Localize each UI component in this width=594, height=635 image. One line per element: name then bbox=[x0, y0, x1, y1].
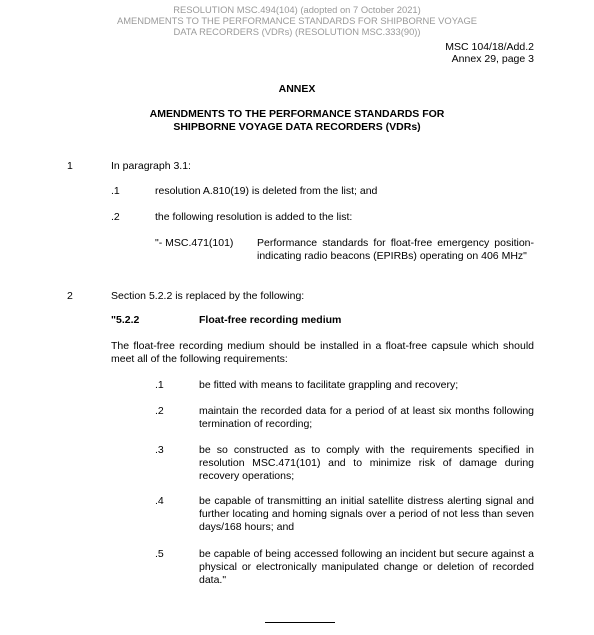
list-item-text: be capable of transmitting an initial satellite distress alerting signal and further locating and homing signals over a period of not less than seven days/168 hours; and bbox=[199, 495, 534, 533]
running-header-line-3: DATA RECORDERS (VDRs) (RESOLUTION MSC.333(90)) bbox=[173, 26, 421, 37]
list-item-number: .2 bbox=[155, 405, 164, 417]
quoted-resolution-ref: "- MSC.471(101) bbox=[155, 237, 234, 249]
footer-rule bbox=[265, 622, 335, 623]
list-item-number: .1 bbox=[155, 379, 164, 391]
list-item-text: maintain the recorded data for a period of at least six months following termination of recording; bbox=[199, 405, 534, 430]
list-item-text: be capable of being accessed following an incident but secure against a physical or electronically manipulated change or deletion of recorded data." bbox=[199, 548, 534, 586]
quoted-resolution-text: Performance standards for float-free emergency position-indicating radio beacons (EPIRBs) operating on 406 MHz" bbox=[257, 237, 534, 262]
list-item-text: resolution A.810(19) is deleted from the list; and bbox=[155, 185, 378, 197]
list-item-number: .4 bbox=[155, 495, 164, 507]
annex-title: ANNEX bbox=[278, 83, 316, 95]
list-item-number: .5 bbox=[155, 548, 164, 560]
document-title-line-1: AMENDMENTS TO THE PERFORMANCE STANDARDS FOR bbox=[149, 108, 445, 120]
section-number: 1 bbox=[67, 160, 73, 172]
list-item-number: .3 bbox=[155, 444, 164, 456]
list-item-text: be so constructed as to comply with the requirements specified in resolution MSC.471(101) and to minimize risk of damage during recovery operations; bbox=[199, 444, 534, 482]
section-number: 2 bbox=[67, 290, 73, 302]
list-item-text: the following resolution is added to the list: bbox=[155, 211, 353, 223]
document-title-line-2: SHIPBORNE VOYAGE DATA RECORDERS (VDRs) bbox=[173, 121, 421, 133]
page-reference: Annex 29, page 3 bbox=[451, 53, 534, 65]
section-text: In paragraph 3.1: bbox=[111, 160, 191, 172]
list-item-number: .2 bbox=[111, 211, 120, 223]
running-header-line-2: AMENDMENTS TO THE PERFORMANCE STANDARDS FOR SHIPBORNE VOYAGE bbox=[116, 15, 478, 26]
intro-paragraph: The float-free recording medium should be installed in a float-free capsule which should meet all of the following requirements: bbox=[111, 340, 534, 365]
list-item-number: .1 bbox=[111, 185, 120, 197]
section-text: Section 5.2.2 is replaced by the following: bbox=[111, 290, 305, 302]
subsection-number: "5.2.2 bbox=[111, 314, 140, 326]
running-header-line-1: RESOLUTION MSC.494(104) (adopted on 7 October 2021) bbox=[173, 4, 421, 15]
list-item-text: be fitted with means to facilitate grappling and recovery; bbox=[199, 379, 459, 391]
subsection-title: Float-free recording medium bbox=[199, 314, 342, 326]
document-reference: MSC 104/18/Add.2 bbox=[445, 41, 534, 53]
